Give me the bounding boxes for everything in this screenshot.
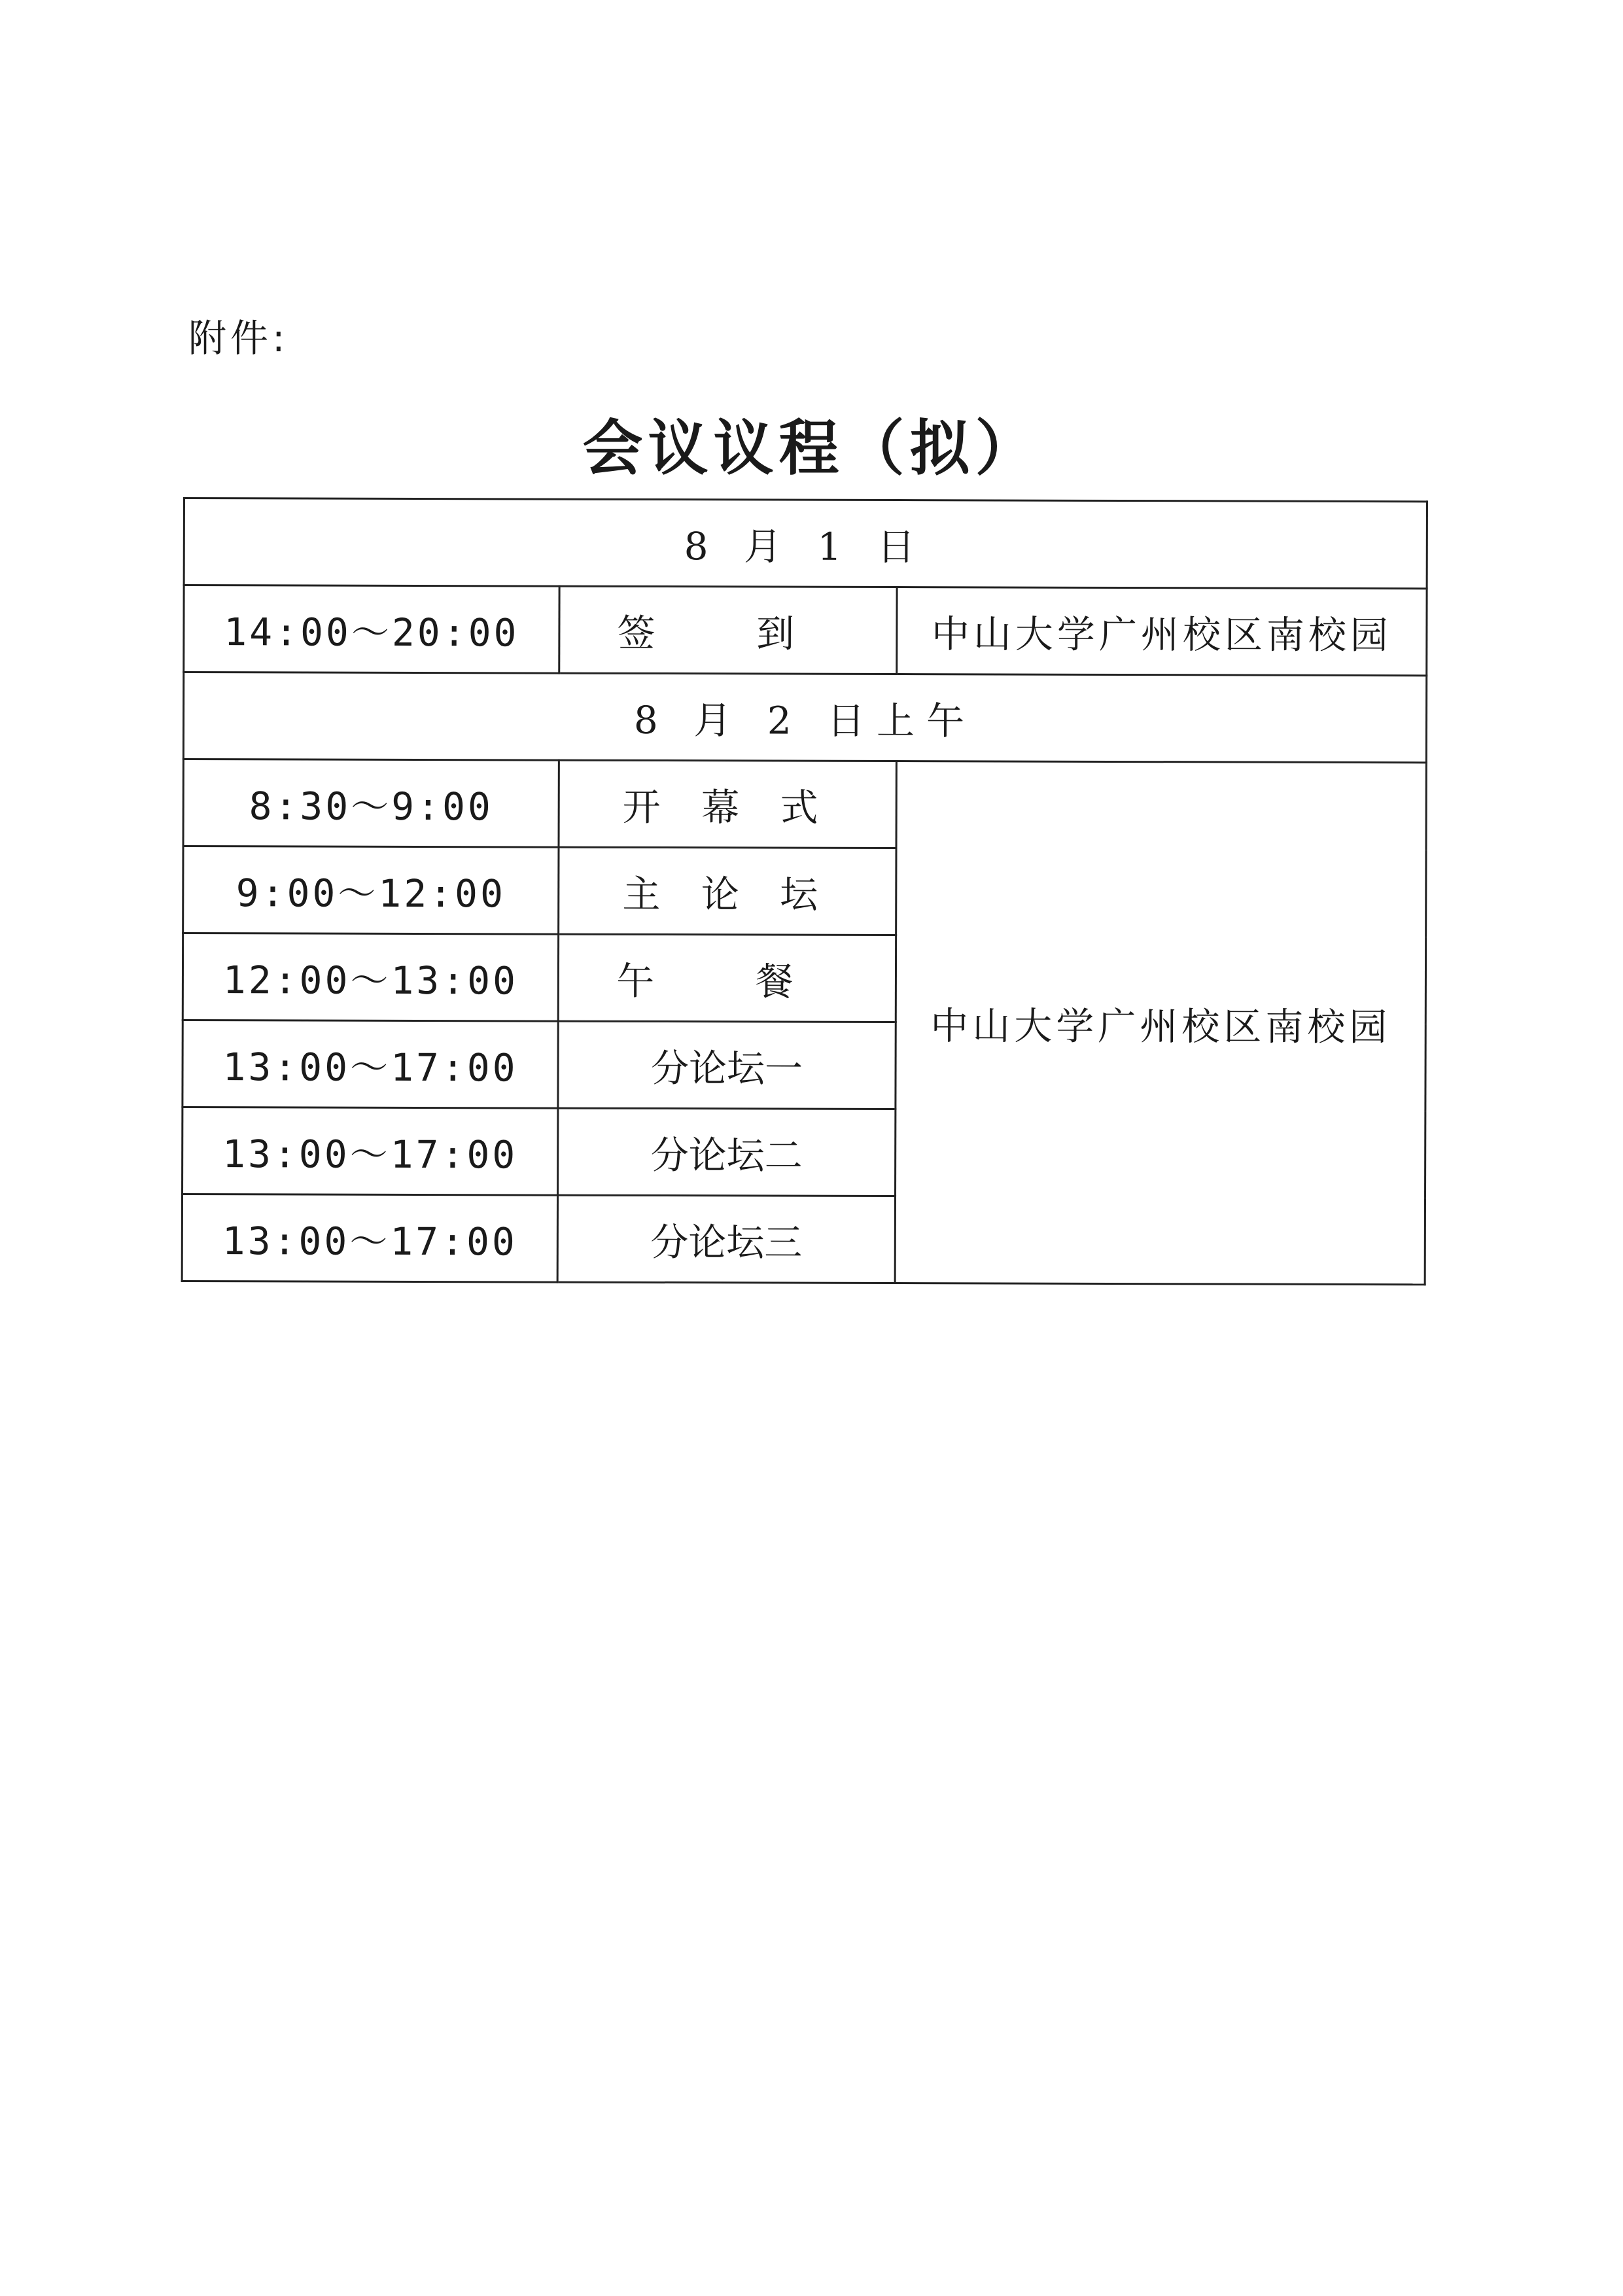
page-title: 会议议程（拟） [582,413,1041,483]
session-event: 开 幕 式 [559,760,896,848]
table-row [183,759,1426,850]
session-time: 8:30～9:00 [183,759,559,848]
session-venue: 中山大学广州校区南校园 [897,587,1427,676]
session-time: 13:00～17:00 [183,1020,558,1109]
attachment-label: 附件: [188,316,289,360]
day-header-row [183,672,1426,763]
table-row [184,585,1427,676]
agenda-table [181,497,1428,1285]
session-time: 9:00～12:00 [183,846,559,935]
session-time: 14:00～20:00 [184,585,559,674]
session-event: 午 餐 [558,934,896,1022]
session-event: 签 到 [559,586,897,674]
day-header: 8 月 2 日上午 [183,672,1426,763]
session-time: 13:00～17:00 [183,1107,558,1196]
session-event: 主 论 坛 [559,847,896,935]
session-venue: 中山大学广州校区南校园 [895,761,1426,1285]
session-event: 分论坛二 [558,1108,896,1196]
session-event: 分论坛三 [557,1195,895,1283]
session-event: 分论坛一 [558,1021,896,1109]
session-time: 12:00～13:00 [183,933,558,1022]
day-header-row [184,498,1427,589]
session-time: 13:00～17:00 [182,1194,557,1283]
day-header: 8 月 1 日 [184,498,1427,589]
